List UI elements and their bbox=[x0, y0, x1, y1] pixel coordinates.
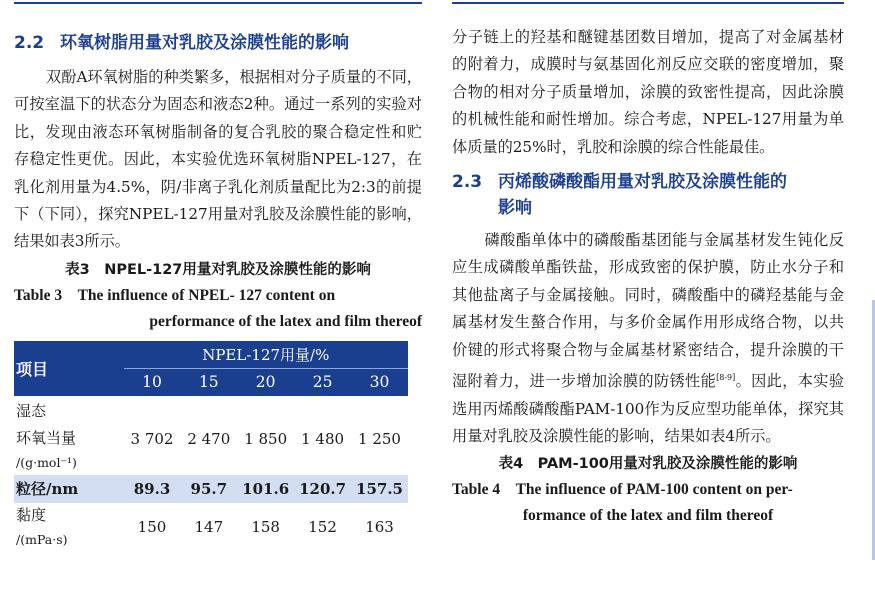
table-row: 环氧当量 /(g·mol⁻¹) 3 702 2 470 1 850 1 480 1 250 bbox=[14, 426, 408, 475]
column-header: 15 bbox=[180, 368, 237, 396]
body-paragraph: 磷酸酯单体中的磷酸酯基团能与金属基材发生钝化反应生成磷酸单酯铁盐，形成致密的保护膜，防止水分子和其他盐离子与金属接触。同时，磷酸酯中的磷羟基能与金属基材发生螯合作用，与多价金属作用形成络合物，以共价键的形式将聚合物与金属基材紧密结合，提升涂膜的干湿附着力，进一步增加涂膜的防锈性能[8-9]。因此，本实验选用丙烯酸磷酸酯PAM-100作为反应型功能单体，探究其用量对乳胶及涂膜性能的影响，结果如表4所示。 bbox=[452, 231, 845, 445]
caption-en-line1: Table 4 The influence of PAM-100 content on per- bbox=[452, 481, 793, 499]
table-item-header: 项目 bbox=[14, 341, 124, 396]
caption-en-line1: Table 3 The influence of NPEL- 127 content on bbox=[14, 286, 336, 304]
row-label: 湿态 bbox=[16, 401, 47, 420]
right-column bbox=[452, 24, 844, 529]
table-3 bbox=[14, 341, 408, 552]
column-header: 25 bbox=[294, 368, 351, 396]
caption-en-line2: formance of the latex and film thereof bbox=[522, 507, 774, 525]
section-heading-2-3 bbox=[452, 169, 844, 221]
top-rule-left bbox=[14, 2, 422, 4]
row-label: 粒径/nm bbox=[14, 475, 124, 503]
section-heading-2-2 bbox=[14, 30, 422, 56]
table-3-caption-cn: 表3 NPEL-127用量对乳胶及涂膜性能的影响 bbox=[65, 261, 371, 278]
row-label: 环氧当量 /(g·mol⁻¹) bbox=[16, 428, 77, 470]
section-number: 2.3 bbox=[452, 172, 483, 193]
paragraph-text: 双酚A环氧树脂的种类繁多，根据相对分子质量的不同，可按室温下的状态分为固态和液态2种。通过一系列的实验对比，发现由液态环氧树脂制备的复合乳胶的聚合稳定性和贮存稳定性更优。因此，本实验优选环氧树脂NPEL-127，在乳化剂用量为4.5%，阴/非离子乳化剂质量配比为2:3的前提下（下同），探究NPEL-127用量对乳胶及涂膜性能的影响，结果如表3所示。 bbox=[14, 68, 422, 251]
table-row bbox=[14, 396, 408, 426]
row-label: 黏度 /(mPa·s) bbox=[16, 505, 68, 547]
column-header: 30 bbox=[351, 368, 408, 396]
table-4-caption-cn: 表4 PAM-100用量对乳胶及涂膜性能的影响 bbox=[498, 456, 798, 473]
section-title-cont: 影响 bbox=[498, 198, 532, 219]
table-row-highlight: 粒径/nm 89.3 95.7 101.6 120.7 157.5 bbox=[14, 475, 408, 503]
table-group-header: NPEL-127用量/% bbox=[124, 341, 408, 369]
column-header: 10 bbox=[124, 368, 181, 396]
left-column bbox=[14, 30, 422, 552]
section-number: 2.2 bbox=[14, 33, 45, 53]
section-title: 环氧树脂用量对乳胶及涂膜性能的影响 bbox=[60, 33, 349, 53]
table-3-caption-en bbox=[14, 283, 422, 335]
table-4-caption-en bbox=[452, 477, 844, 529]
table-row: 黏度 /(mPa·s) 150 147 158 152 163 bbox=[14, 503, 408, 552]
caption-en-line2: performance of the latex and film thereof bbox=[149, 312, 422, 330]
continued-paragraph: 分子链上的羟基和醚键基团数目增加，提高了对金属基材的附着力，成膜时与氨基固化剂反应交联的密度增加，聚合物的相对分子质量增加，涂膜的致密性提高，因此涂膜的机械性能和耐性增加。综合考虑，NPEL-127用量为单体质量的25%时，乳胶和涂膜的综合性能最佳。 bbox=[452, 28, 844, 156]
section-title: 丙烯酸磷酸酯用量对乳胶及涂膜性能的 bbox=[498, 172, 787, 193]
citation-ref: [8-9] bbox=[716, 373, 736, 383]
column-header: 20 bbox=[237, 368, 294, 396]
body-paragraph bbox=[14, 64, 422, 256]
top-rule-right bbox=[452, 2, 844, 4]
